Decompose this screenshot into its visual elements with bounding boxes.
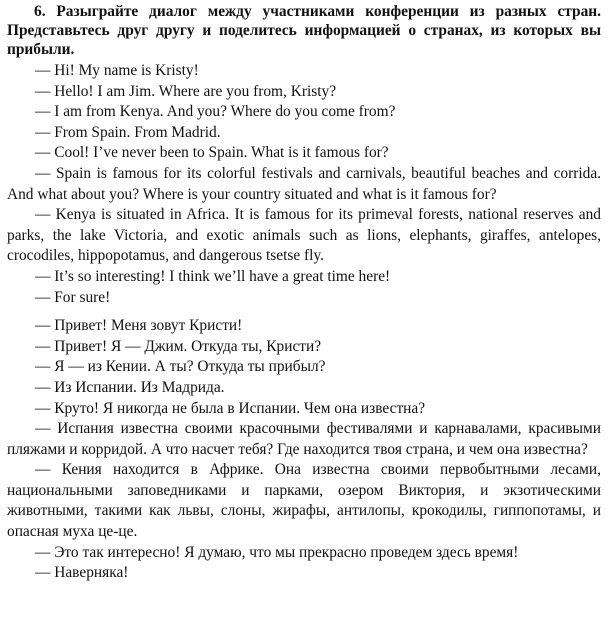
english-line: — I am from Kenya. And you? Where do you come from? bbox=[35, 103, 396, 121]
russian-line: — Это так интересно! Я думаю, что мы прекрасно проведем здесь время! bbox=[35, 543, 519, 561]
english-dialogue bbox=[7, 61, 601, 308]
english-line: — Cool! I’ve never been to Spain. What is it famous for? bbox=[35, 144, 389, 162]
dialogue-separator bbox=[7, 308, 601, 316]
russian-line: — Наверняка! bbox=[35, 564, 129, 582]
russian-line: — Кения находится в Африке. Она известна своими первобытными лесами, национальными заповедниками и парками, озером Виктория, и экзотическими животными, такими как львы, слоны, жирафы, антилопы, крокодилы, гиппопотамы, и опасная муха це-це. bbox=[7, 461, 601, 541]
russian-line: — Испания известна своими красочными фестивалями и карнавалами, красивыми пляжами и корридой. А что насчет тебя? Где находится твоя страна, и чем она известна? bbox=[7, 420, 601, 458]
russian-dialogue bbox=[7, 316, 601, 584]
english-line: — For sure! bbox=[35, 288, 111, 306]
task-text: Разыграйте диалог между участниками конференции из разных стран. Представьтесь друг другу и поделитесь информацией о странах, из которых вы прибыли. bbox=[7, 3, 601, 58]
english-line: — Hi! My name is Kristy! bbox=[35, 62, 199, 79]
russian-line: — Привет! Меня зовут Кристи! bbox=[35, 317, 243, 335]
task-instruction bbox=[7, 2, 601, 59]
russian-line: — Привет! Я — Джим. Откуда ты, Кристи? bbox=[35, 337, 322, 355]
english-line: — It’s so interesting! I think we’ll have a great time here! bbox=[35, 267, 391, 285]
english-line: — Spain is famous for its colorful festivals and carnivals, beautiful beaches and corrida. And what about you? Where is your country situated and what is it famous for? bbox=[7, 164, 601, 203]
russian-line: — Круто! Я никогда не была в Испании. Чем она известна? bbox=[35, 399, 426, 417]
russian-line: — Я — из Кении. А ты? Откуда ты прибыл? bbox=[35, 358, 326, 376]
english-line: — Hello! I am Jim. Where are you from, Kristy? bbox=[35, 82, 337, 100]
task-number: 6. bbox=[34, 3, 46, 20]
english-line: — Kenya is situated in Africa. It is famous for its primeval forests, national reserves and parks, the lake Victoria, and exotic animals such as lions, elephants, giraffes, antelopes, crocodiles, hippopotamus, and dangerous tsetse fly. bbox=[7, 206, 601, 265]
english-line: — From Spain. From Madrid. bbox=[35, 123, 221, 141]
russian-line: — Из Испании. Из Мадрида. bbox=[35, 378, 225, 396]
